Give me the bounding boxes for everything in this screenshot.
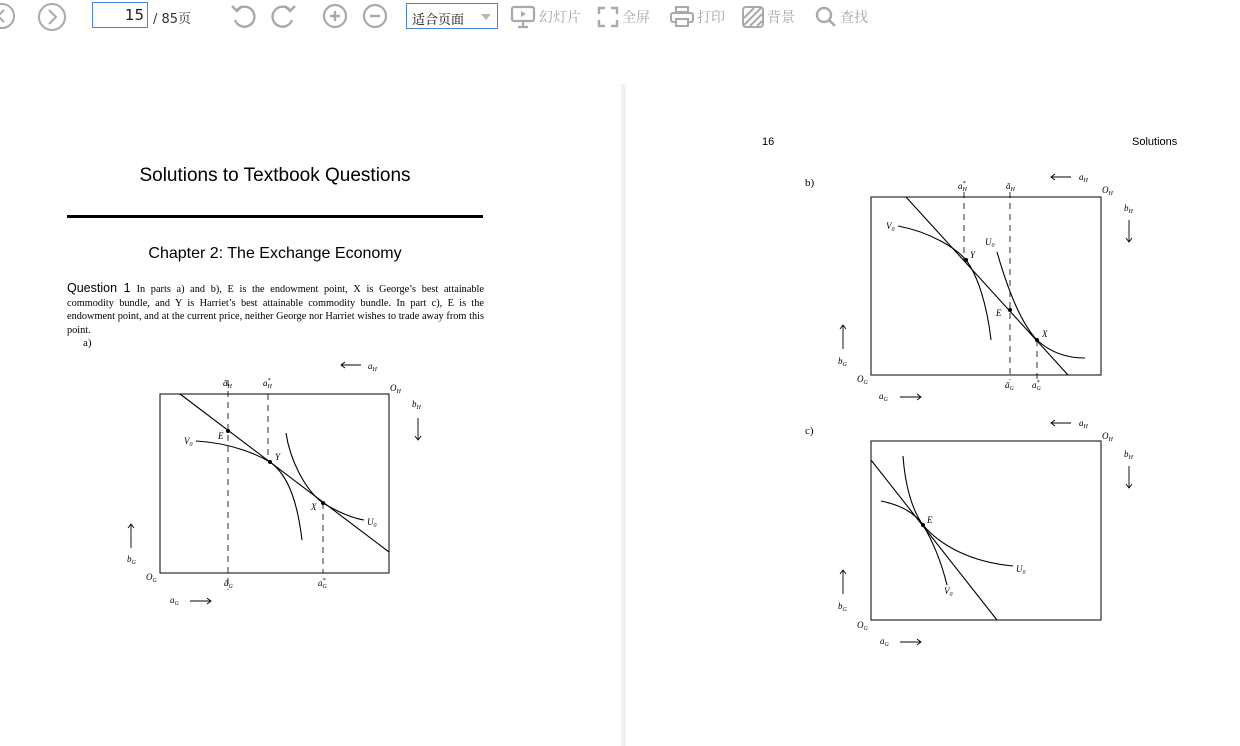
running-header: Solutions xyxy=(1132,136,1178,148)
zoom-select[interactable] xyxy=(406,3,498,29)
page-number: 16 xyxy=(762,136,775,148)
search-icon xyxy=(815,6,837,28)
edgeworth-box-diagram-a xyxy=(118,352,438,612)
part-b-label: b) xyxy=(805,177,815,189)
fullscreen-label: 全屏 xyxy=(622,10,650,26)
label-a-g: $a_G$ xyxy=(879,391,888,403)
find-label: 查找 xyxy=(840,10,868,26)
part-c-label: c) xyxy=(805,425,814,437)
label-o-g: $O_G$ xyxy=(857,620,868,632)
background-label: 背景 xyxy=(767,10,795,26)
fullscreen-icon xyxy=(597,6,619,28)
label-v0: $V_0$ xyxy=(944,586,953,598)
page-title: Solutions to Textbook Questions xyxy=(139,165,411,186)
label-y: Y xyxy=(275,452,281,462)
label-a-g: $a_G$ xyxy=(880,636,889,648)
prev-page-icon[interactable] xyxy=(0,2,16,30)
title-rule xyxy=(67,215,483,218)
label-b-g: $b_G$ xyxy=(127,554,136,566)
label-abar-h: $ā_H$ xyxy=(1006,181,1015,193)
label-o-h: $O_H$ xyxy=(1102,431,1113,443)
next-page-icon[interactable] xyxy=(37,2,67,32)
find-button[interactable] xyxy=(815,4,868,30)
label-b-g: $b_G$ xyxy=(838,356,847,368)
part-a-label: a) xyxy=(83,337,92,349)
print-button[interactable] xyxy=(670,4,725,30)
label-astar-g: a* G xyxy=(1032,380,1041,392)
label-e: E xyxy=(927,515,933,525)
label-u0: $U_0$ xyxy=(367,517,377,529)
label-e: E xyxy=(996,308,1002,318)
toolbar xyxy=(0,0,1240,34)
label-x: X xyxy=(311,502,317,512)
label-e: E xyxy=(218,431,224,441)
label-a-h: $a_H$ xyxy=(368,361,377,373)
page-number-input[interactable]: 15 xyxy=(92,2,148,28)
label-a-h: $a_H$ xyxy=(1079,418,1088,430)
chapter-heading: Chapter 2: The Exchange Economy xyxy=(148,245,402,262)
label-astar-h: a* H xyxy=(958,181,967,193)
label-x: X xyxy=(1042,329,1048,339)
zoom-select-value: 适合页面 xyxy=(412,13,465,28)
label-o-h: $O_H$ xyxy=(390,383,401,395)
label-u0: $U_0$ xyxy=(1016,564,1026,576)
label-b-h: $b_H$ xyxy=(1124,449,1133,461)
label-a-h: $a_H$ xyxy=(1079,172,1088,184)
question-label: Question 1 xyxy=(67,281,131,295)
page-total: / 85页 xyxy=(153,12,192,27)
zoom-out-icon[interactable] xyxy=(362,3,388,29)
label-abar-g: $ā_G$ xyxy=(1005,380,1014,392)
question-paragraph xyxy=(67,282,484,337)
background-button[interactable] xyxy=(742,4,795,30)
label-b-g: $b_G$ xyxy=(838,601,847,613)
edgeworth-box-diagram-b xyxy=(830,166,1140,406)
print-label: 打印 xyxy=(697,10,725,26)
label-b-h: $b_H$ xyxy=(412,399,421,411)
label-o-g: $O_G$ xyxy=(146,572,157,584)
label-b-h: $b_H$ xyxy=(1124,203,1133,215)
slideshow-label: 幻灯片 xyxy=(539,10,581,26)
label-astar-g: a* G xyxy=(318,578,327,590)
rotate-right-icon[interactable] xyxy=(268,1,298,31)
zoom-in-icon[interactable] xyxy=(322,3,348,29)
rotate-left-icon[interactable] xyxy=(229,1,259,31)
label-astar-h: a* H xyxy=(263,378,272,390)
label-o-g: $O_G$ xyxy=(857,374,868,386)
label-abar-g: $ā_G$ xyxy=(224,578,233,590)
label-v0: $V_0$ xyxy=(886,221,895,233)
print-icon xyxy=(670,6,694,28)
label-abar-h: $ā_H$ xyxy=(223,378,232,390)
label-o-h: $O_H$ xyxy=(1102,185,1113,197)
label-y: Y xyxy=(970,250,976,260)
chevron-down-icon xyxy=(481,14,491,20)
question-text: In parts a) and b), E is the endowment point, X is George’s best attainable commodity bundle, and Y is Harriet’s best attainable commodity bundle. In part c), E is the endowment point, and at the current price, neither George nor Harriet wishes to trade away from this point. xyxy=(67,284,484,336)
background-icon xyxy=(742,6,764,28)
label-u0: $U_0$ xyxy=(985,237,995,249)
label-a-g: $a_G$ xyxy=(170,595,179,607)
slideshow-button[interactable] xyxy=(510,4,581,30)
fullscreen-button[interactable] xyxy=(597,4,650,30)
label-v0: $V_0$ xyxy=(184,436,193,448)
edgeworth-box-diagram-c xyxy=(830,412,1140,652)
slideshow-icon xyxy=(510,5,536,29)
